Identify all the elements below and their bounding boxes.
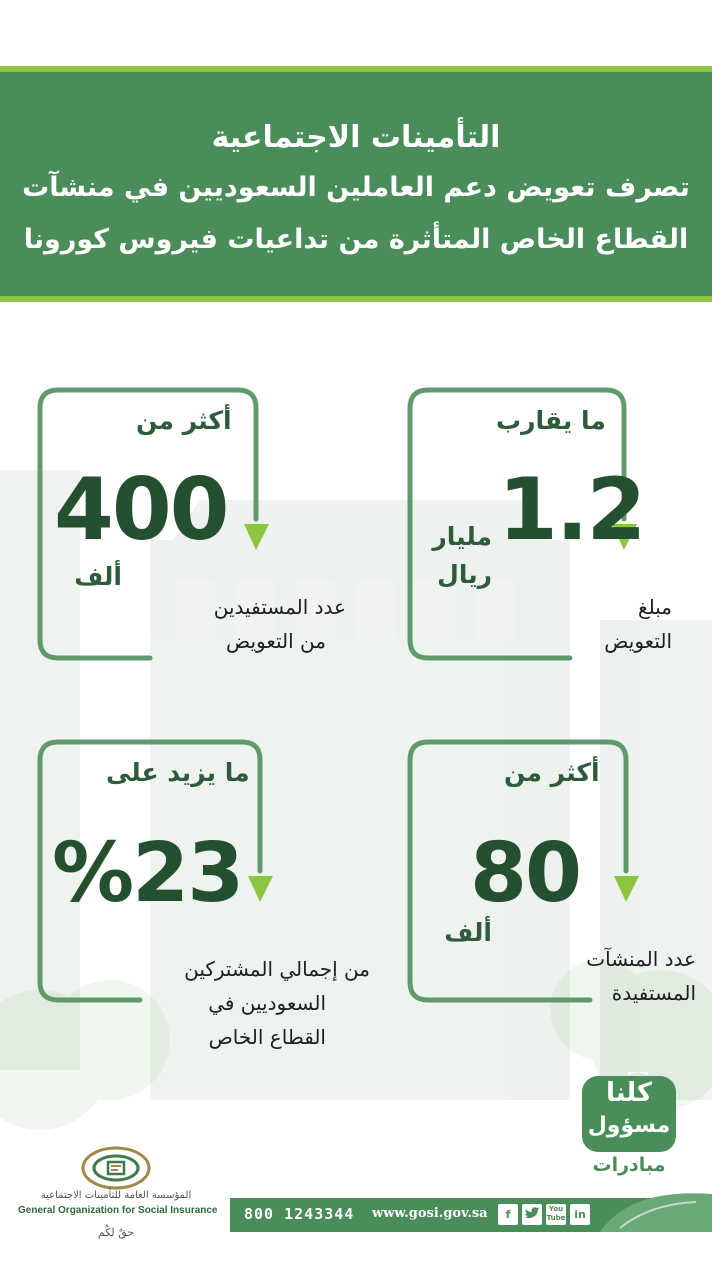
compensation-value: 1.2 [498,460,645,560]
share-desc-line-3: القطاع الخاص [208,1025,326,1049]
beneficiaries-desc-line-1: عدد المستفيدين [213,595,346,619]
beneficiaries-prefix: أكثر من [136,406,232,435]
share-prefix: ما يزيد على [106,758,250,787]
stat-card-beneficiaries [30,384,346,674]
stat-card-establishments [400,736,700,1026]
establishments-prefix: أكثر من [504,758,600,787]
share-desc-line-1: من إجمالي المشتركين [184,957,370,981]
compensation-desc-line-2: التعويض [604,629,672,653]
org-name-english: General Organization for Social Insurance [18,1205,218,1216]
compensation-prefix: ما يقارب [496,406,606,435]
badge-line-2: مسؤول [587,1113,671,1138]
establishments-desc-line-1: عدد المنشآت [586,947,696,971]
compensation-desc-line-1: مبلغ [637,595,672,619]
share-desc-line-2: السعوديين في [208,991,326,1015]
establishments-desc-line-2: المستفيدة [611,981,696,1005]
badge-line-1: كلنا [605,1078,653,1108]
facebook-icon[interactable]: f [498,1204,518,1225]
kulluna-masool-badge [576,1072,686,1182]
share-value: %23 [52,826,243,921]
youtube-icon[interactable] [546,1204,566,1225]
beneficiaries-desc-line-2: من التعويض [225,629,326,653]
banner-headline-line-2: القطاع الخاص المتأثرة من تداعيات فيروس كورونا [23,224,689,255]
badge-line-3: مبادرات [592,1154,666,1176]
beneficiaries-unit-thousand: ألف [74,562,122,591]
linkedin-icon[interactable]: in [570,1204,590,1225]
phone-number[interactable]: 800 1243344 [244,1205,355,1223]
establishments-unit-thousand: ألف [444,918,492,947]
stat-card-compensation-amount [400,384,700,674]
banner-title: التأمينات الاجتماعية [211,120,501,155]
gosi-logo-icon [80,1140,152,1192]
website-link[interactable]: www.gosi.gov.sa [372,1206,488,1221]
org-name-arabic: المؤسسة العامة للتأمينات الاجتماعية [40,1190,192,1201]
youtube-icon-label: You Tube [546,1205,566,1222]
banner-headline-line-1: تصرف تعويض دعم العاملين السعوديين في منشآت [22,172,690,203]
leaf-decoration-icon [600,1188,712,1238]
org-slogan: حقٌ لكُم [97,1226,135,1239]
stat-card-share [30,736,370,1049]
twitter-icon[interactable] [522,1204,542,1225]
compensation-unit-riyal: ريال [437,560,492,589]
beneficiaries-value: 400 [54,460,228,560]
establishments-value: 80 [470,826,581,921]
compensation-unit-billion: مليار [432,522,492,551]
header-banner [0,66,712,302]
